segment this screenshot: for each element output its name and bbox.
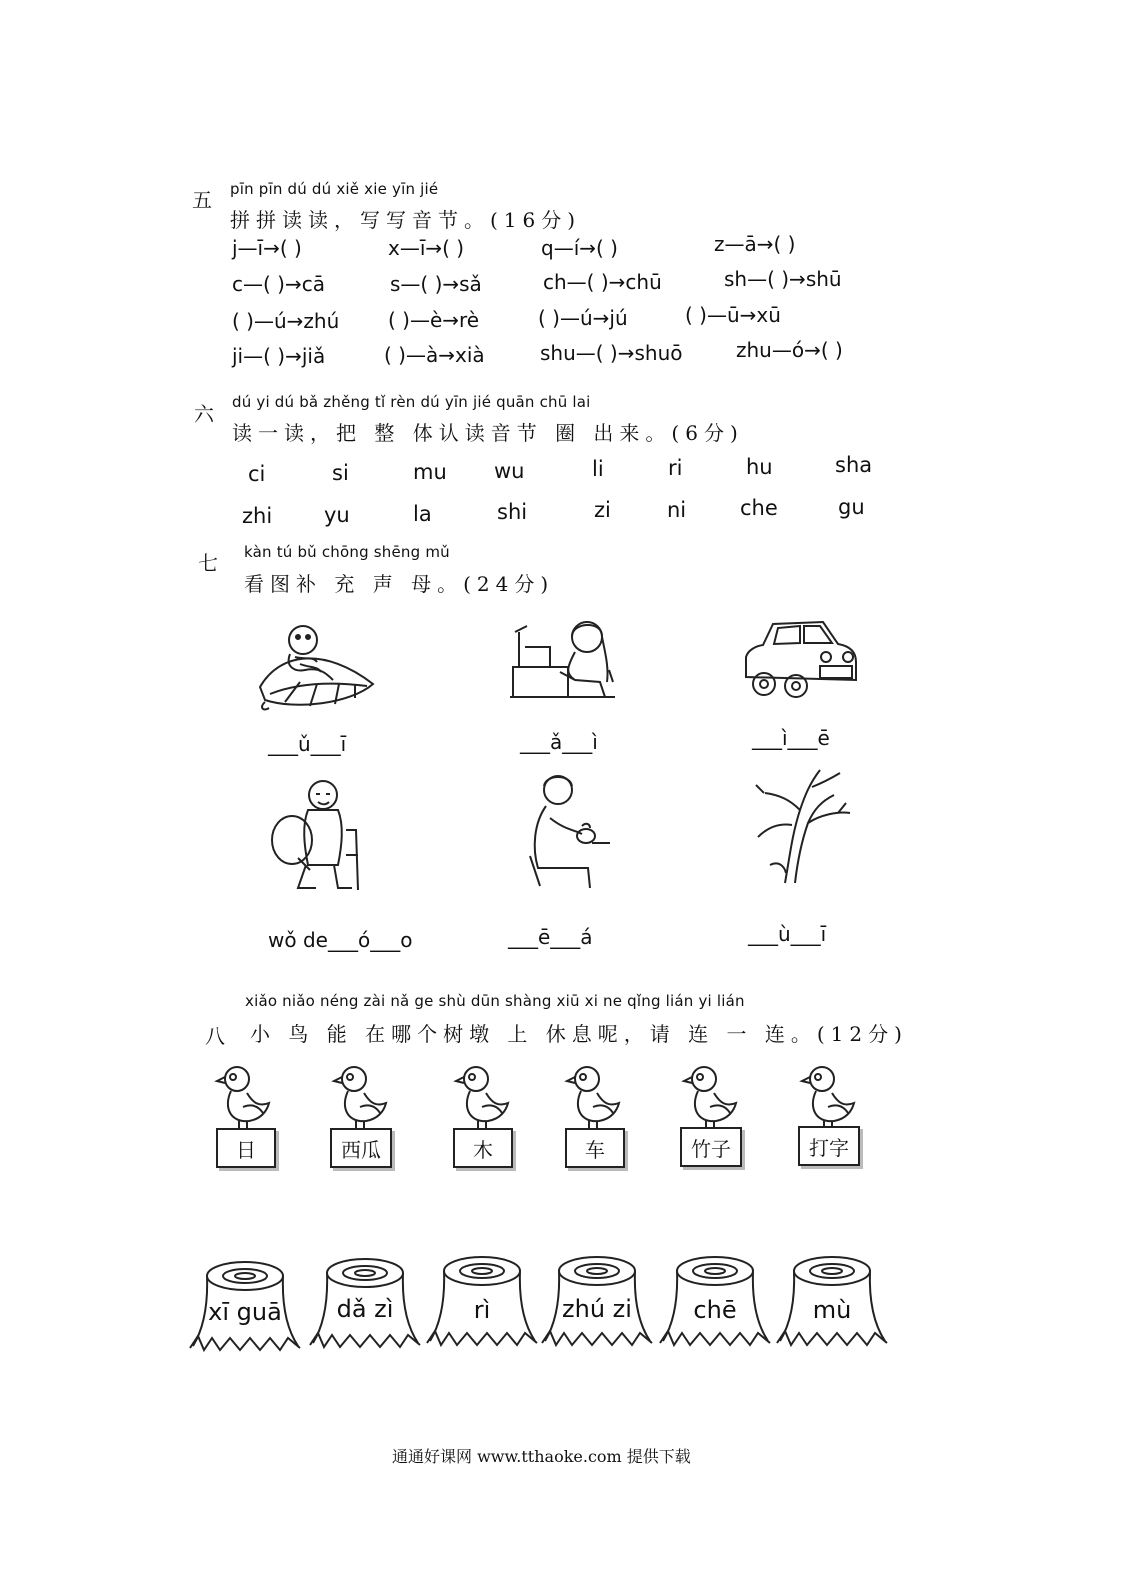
bird-icon [798,1063,858,1128]
syllable-sha[interactable]: sha [835,453,873,477]
grandma-fan-icon [268,770,368,895]
car-icon [738,612,863,702]
answer-grandma[interactable]: wǒ de___ó___o [268,928,413,952]
syllable-shi[interactable]: shi [497,500,528,524]
syllable-ci[interactable]: ci [248,462,266,486]
section8-number: 八 [205,1024,225,1048]
caterpillar-icon [255,612,385,712]
section7-number: 七 [198,551,218,575]
answer-tree[interactable]: ___ù___ī [748,922,827,946]
stump-che[interactable]: chē [693,1296,737,1324]
section7-title: 看图补 充 声 母。(24分) [244,572,555,596]
girl-typing-icon [505,612,630,712]
syllable-ni[interactable]: ni [667,498,687,522]
footer-text: 通通好课网 www.tthaoke.com 提供下载 [392,1447,691,1466]
bird-icon [330,1063,390,1128]
section7-pinyin: kàn tú bǔ chōng shēng mǔ [244,543,450,561]
bird-icon [680,1063,740,1128]
syllable-gu[interactable]: gu [838,495,865,519]
section8-title: 小 鸟 能 在哪个树墩 上 休息呢，请 连 一 连。(12分) [250,1022,908,1046]
syllable-zi[interactable]: zi [594,498,611,522]
bird-sign-mu[interactable]: 木 [453,1128,513,1168]
bird-icon [213,1063,273,1128]
bird-sign-xigua[interactable]: 西瓜 [330,1128,392,1168]
exercise-5-1-3[interactable]: q—í→( ) [541,236,618,260]
bird-sign-zhuzi[interactable]: 竹子 [680,1127,742,1167]
exercise-5-2-4[interactable]: sh—( )→shū [724,267,842,291]
exercise-5-3-1[interactable]: ( )—ú→zhú [232,309,340,333]
syllable-yu[interactable]: yu [324,503,350,527]
exercise-5-3-4[interactable]: ( )—ū→xū [685,303,781,327]
stump-dazi[interactable]: dǎ zì [336,1295,394,1323]
man-drinking-tea-icon [520,768,615,893]
syllable-mu[interactable]: mu [413,460,447,484]
exercise-5-4-3[interactable]: shu—( )→shuō [540,341,683,365]
exercise-5-1-4[interactable]: z—ā→( ) [714,232,796,256]
answer-caterpillar[interactable]: ___ǔ___ī [268,732,347,756]
answer-car[interactable]: ___ì___ē [752,726,830,750]
answer-typing[interactable]: ___ǎ___ì [520,730,598,754]
stump-mu[interactable]: mù [812,1296,852,1324]
tree-branch-icon [750,765,860,885]
exercise-5-4-4[interactable]: zhu—ó→( ) [736,338,843,362]
syllable-wu[interactable]: wu [494,459,525,483]
section5-pinyin: pīn pīn dú dú xiě xie yīn jié [230,180,439,198]
exercise-5-4-1[interactable]: ji—( )→jiǎ [232,344,326,368]
syllable-ri[interactable]: ri [668,456,683,480]
bird-sign-che[interactable]: 车 [565,1128,625,1168]
section5-number: 五 [192,188,212,212]
exercise-5-1-2[interactable]: x—ī→( ) [388,236,465,260]
syllable-hu[interactable]: hu [746,455,773,479]
exercise-5-2-1[interactable]: c—( )→cā [232,272,325,296]
exercise-5-4-2[interactable]: ( )—à→xià [384,343,485,367]
syllable-zhi[interactable]: zhi [242,504,273,528]
bird-sign-ri[interactable]: 日 [216,1128,276,1168]
section6-pinyin: dú yi dú bǎ zhěng tǐ rèn dú yīn jié quān chū lai [232,393,591,411]
answer-tea[interactable]: ___ē___á [508,925,593,949]
syllable-la[interactable]: la [413,502,432,526]
section6-title: 读一读，把 整 体认读音节 圈 出来。(6分) [232,421,744,445]
exercise-5-3-3[interactable]: ( )—ú→jú [538,306,628,330]
stump-ri[interactable]: rì [473,1296,491,1324]
exercise-5-2-2[interactable]: s—( )→sǎ [390,272,482,296]
syllable-li[interactable]: li [592,457,604,481]
bird-sign-dazi[interactable]: 打字 [798,1126,860,1166]
stump-xigua[interactable]: xī guā [208,1298,282,1326]
section8-pinyin: xiǎo niǎo néng zài nǎ ge shù dūn shàng xiū xi ne qǐng lián yi lián [245,992,745,1010]
exercise-5-1-1[interactable]: j—ī→( ) [232,236,302,260]
bird-icon [452,1063,512,1128]
section6-number: 六 [194,402,214,426]
syllable-si[interactable]: si [332,461,349,485]
exercise-5-2-3[interactable]: ch—( )→chū [543,270,662,294]
bird-icon [563,1063,623,1128]
exercise-5-3-2[interactable]: ( )—è→rè [388,308,480,332]
stump-zhuzi[interactable]: zhú zi [562,1295,632,1323]
syllable-che[interactable]: che [740,496,778,520]
section5-title: 拼拼读读，写写音节。(16分) [230,208,582,232]
